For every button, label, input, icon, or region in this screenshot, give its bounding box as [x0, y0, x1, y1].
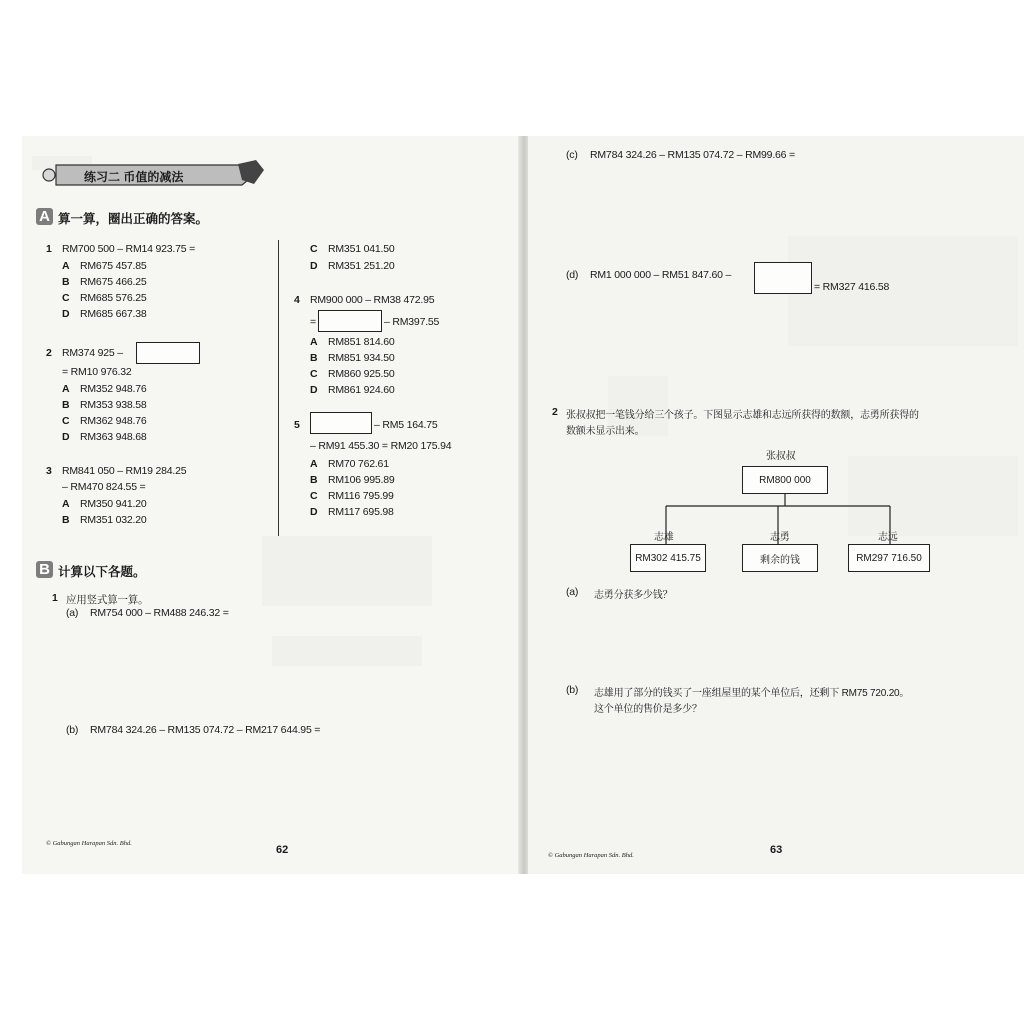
q5-option-letter: A	[310, 458, 318, 470]
b-q1a-expression: RM754 000 – RM488 246.32 =	[90, 607, 229, 619]
q4-expression: RM900 000 – RM38 472.95	[310, 294, 435, 306]
q3-expression-line2: – RM470 824.55 =	[62, 481, 146, 493]
child-node-zhixiong: RM302 415.75	[630, 544, 706, 572]
q3-option-letter: C	[310, 243, 318, 255]
root-label: 张叔叔	[766, 451, 796, 462]
q5-option-letter: D	[310, 506, 318, 518]
q5-option-letter: C	[310, 490, 318, 502]
q1-option-text[interactable]: RM685 576.25	[80, 292, 147, 304]
q2-number-right: 2	[552, 406, 558, 418]
qa-label: (a)	[566, 586, 579, 598]
q4-option-letter: D	[310, 384, 318, 396]
q2-answer-box[interactable]	[136, 342, 200, 364]
q4-option-letter: C	[310, 368, 318, 380]
b-q1-text: 应用竖式算一算。	[66, 594, 149, 606]
q5-option-text[interactable]: RM70 762.61	[328, 458, 389, 470]
q5-number: 5	[294, 419, 300, 431]
d-result: = RM327 416.58	[814, 281, 890, 293]
q2-option-text[interactable]: RM352 948.76	[80, 383, 147, 395]
q2-option-letter: A	[62, 383, 70, 395]
q2-number: 2	[46, 347, 52, 359]
q5-option-letter: B	[310, 474, 318, 486]
q5-option-text[interactable]: RM106 995.89	[328, 474, 395, 486]
q3-option-letter: D	[310, 260, 318, 272]
c-expression: RM784 324.26 – RM135 074.72 – RM99.66 =	[590, 149, 795, 161]
qb-label: (b)	[566, 684, 579, 696]
q4-option-text[interactable]: RM851 814.60	[328, 336, 395, 348]
b-q1-number: 1	[52, 592, 58, 604]
q1-option-letter: D	[62, 308, 70, 320]
child-label-zhiyong: 志勇	[770, 532, 790, 543]
child-node-zhiyuan: RM297 716.50	[848, 544, 930, 572]
section-b-icon: B	[36, 561, 53, 578]
b-q1b-expression: RM784 324.26 – RM135 074.72 – RM217 644.95 =	[90, 724, 321, 736]
q3-option-text[interactable]: RM351 251.20	[328, 260, 395, 272]
d-answer-box[interactable]	[754, 262, 812, 294]
q3-number: 3	[46, 465, 52, 477]
qb-text-line2: 这个单位的售价是多少？	[594, 704, 702, 715]
q2-option-text[interactable]: RM362 948.76	[80, 415, 147, 427]
q4-option-text[interactable]: RM851 934.50	[328, 352, 395, 364]
child-label-zhiyuan: 志远	[878, 532, 898, 543]
q1-option-letter: A	[62, 260, 70, 272]
right-page-number: 63	[770, 844, 783, 856]
qa-text: 志勇分获多少钱？	[594, 590, 673, 601]
q1-number: 1	[46, 243, 52, 255]
child-node-zhiyong: 剩余的钱	[742, 544, 818, 572]
q1-option-text[interactable]: RM675 457.85	[80, 260, 147, 272]
q2-option-letter: D	[62, 431, 70, 443]
q1-option-text[interactable]: RM675 466.25	[80, 276, 147, 288]
root-node: RM800 000	[742, 466, 828, 494]
q5-suffix: – RM5 164.75	[374, 419, 438, 431]
q3-expression: RM841 050 – RM19 284.25	[62, 465, 187, 477]
b-q1b-label: (b)	[66, 724, 79, 736]
section-a-instruction: 算一算，圈出正确的答案。	[58, 212, 209, 226]
q2-option-text[interactable]: RM353 938.58	[80, 399, 147, 411]
q1-option-letter: B	[62, 276, 70, 288]
q2-text-line2: 数额未显示出来。	[566, 426, 645, 437]
left-footer-copyright: © Gabungan Harapan Sdn. Bhd.	[46, 840, 132, 847]
child-label-zhixiong: 志雄	[654, 532, 674, 543]
q5-option-text[interactable]: RM117 695.98	[328, 506, 394, 518]
q1-option-text[interactable]: RM685 667.38	[80, 308, 147, 320]
column-divider	[278, 240, 279, 536]
c-label: (c)	[566, 149, 578, 161]
qb-text-line1: 志雄用了部分的钱买了一座组屋里的某个单位后，还剩下 RM75 720.20。	[594, 688, 910, 699]
q4-option-text[interactable]: RM860 925.50	[328, 368, 395, 380]
q2-expression: RM374 925 –	[62, 347, 123, 359]
q4-option-letter: B	[310, 352, 318, 364]
q3-option-letter: B	[62, 514, 70, 526]
q4-equals: =	[310, 316, 316, 328]
q5-option-text[interactable]: RM116 795.99	[328, 490, 394, 502]
q5-answer-box[interactable]	[310, 412, 372, 434]
q2-result: = RM10 976.32	[62, 366, 132, 378]
q2-text-line1: 张叔叔把一笔钱分给三个孩子。下图显示志雄和志远所获得的数额，志勇所获得的	[566, 410, 919, 421]
section-a-icon: A	[36, 208, 53, 225]
section-b-instruction: 计算以下各题。	[58, 565, 146, 579]
left-page-number: 62	[276, 844, 289, 856]
q3-option-text[interactable]: RM350 941.20	[80, 498, 147, 510]
q4-number: 4	[294, 294, 300, 306]
d-label: (d)	[566, 269, 579, 281]
q2-option-text[interactable]: RM363 948.68	[80, 431, 147, 443]
q2-option-letter: C	[62, 415, 70, 427]
right-footer-copyright: © Gabungan Harapan Sdn. Bhd.	[548, 852, 634, 859]
q3-option-letter: A	[62, 498, 70, 510]
q3-option-text[interactable]: RM351 041.50	[328, 243, 395, 255]
q3-option-text[interactable]: RM351 032.20	[80, 514, 147, 526]
q2-option-letter: B	[62, 399, 70, 411]
q1-expression: RM700 500 – RM14 923.75 =	[62, 243, 196, 255]
q4-answer-box[interactable]	[318, 310, 382, 332]
q1-option-letter: C	[62, 292, 70, 304]
q4-option-letter: A	[310, 336, 318, 348]
q4-suffix: – RM397.55	[384, 316, 440, 328]
d-expression: RM1 000 000 – RM51 847.60 –	[590, 269, 732, 281]
q5-expression-line2: – RM91 455.30 = RM20 175.94	[310, 440, 452, 452]
exercise-title: 练习二 币值的减法	[84, 170, 184, 184]
b-q1a-label: (a)	[66, 607, 79, 619]
q4-option-text[interactable]: RM861 924.60	[328, 384, 395, 396]
